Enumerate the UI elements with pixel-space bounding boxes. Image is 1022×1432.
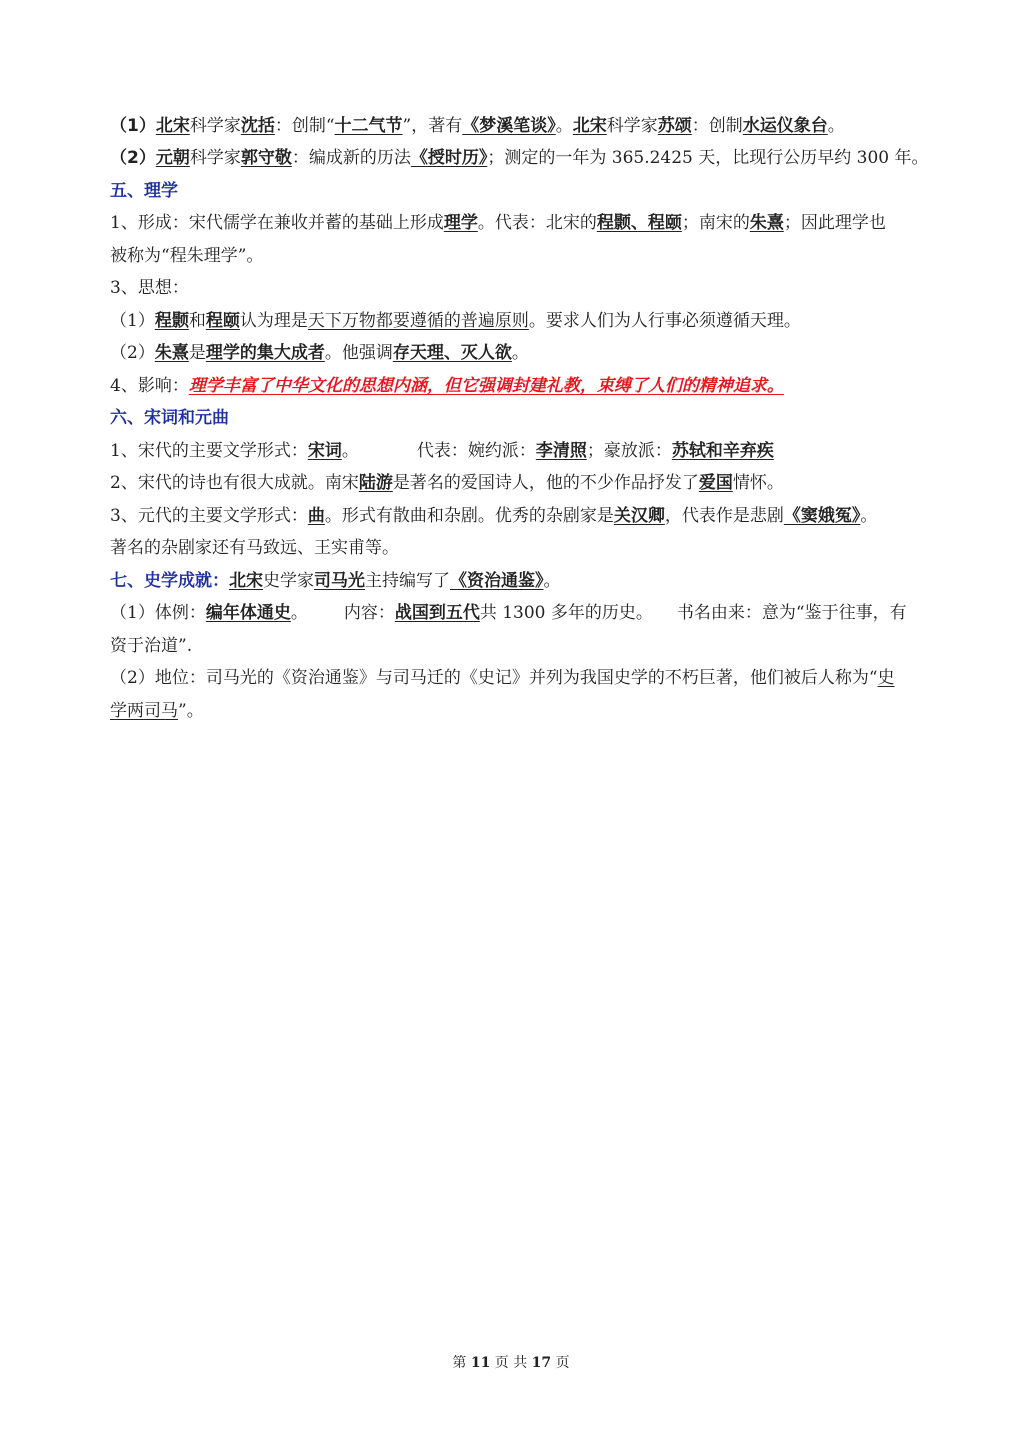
line-yuan-cont: 著名的杂剧家还有马致远、王实甫等。 [110, 538, 399, 558]
text: 。代表：北宋的 [477, 213, 597, 233]
section-heading-ci-qu: 六、宋词和元曲 [110, 408, 229, 428]
text: 书名由来：意为“鉴于往事，有 [676, 603, 907, 623]
text: 1、形成：宋代儒学在兼收并蓄的基础上形成 [110, 213, 444, 233]
text: 。 [341, 441, 359, 461]
text: ”，著有 [402, 116, 463, 136]
text: 4、影响： [110, 376, 189, 396]
text: 2、宋代的诗也有很大成就。南宋 [110, 473, 359, 493]
keyword: 沈括 [240, 116, 275, 136]
line-history-2-cont [110, 700, 920, 722]
keyword: 司马光 [314, 571, 365, 591]
text: ；因此理学也 [783, 213, 886, 233]
keyword: 陆游 [358, 473, 393, 493]
text: 和 [188, 311, 206, 331]
line-thought: 3、思想： [110, 278, 189, 298]
keyword: 曲 [307, 506, 325, 526]
text: ”。 [178, 701, 204, 721]
text: 1、宋代的主要文学形式： [110, 441, 308, 461]
keyword: 《梦溪笔谈》 [462, 116, 556, 136]
text: ；南宋的 [681, 213, 750, 233]
line-history-heading [110, 570, 920, 592]
keyword: 战国到五代 [394, 603, 480, 623]
item-marker: （2） [110, 148, 156, 168]
item-marker: （1） [110, 116, 156, 136]
keyword: 朱熹 [749, 213, 784, 233]
keyword: 北宋 [155, 116, 190, 136]
keyword: 程颢、程颐 [596, 213, 682, 233]
item-marker: （1） [110, 311, 155, 331]
line-song-literature [110, 440, 920, 462]
keyword: 朱熹 [154, 343, 189, 363]
item-marker: （2） [110, 343, 155, 363]
line-formation [110, 212, 920, 234]
total-pages: 17 [531, 1355, 552, 1371]
line-song-poetry [110, 472, 920, 494]
keyword: 北宋 [229, 571, 263, 591]
text: 代表：婉约派： [416, 441, 536, 461]
underlined-text: 天下万物都要遵循的普遍原则 [307, 311, 529, 331]
text: 。 [860, 506, 878, 526]
line-science-song [110, 115, 920, 137]
text: ，代表作是悲剧 [664, 506, 784, 526]
text: 内容： [343, 603, 395, 623]
line-thought-1 [110, 310, 920, 332]
keyword: 《资治通鉴》 [450, 571, 544, 591]
keyword: 爱国 [698, 473, 733, 493]
keyword: 存天理、灭人欲 [392, 343, 512, 363]
text: 。 [543, 571, 561, 591]
text: ：编成新的历法 [291, 148, 411, 168]
text: 情怀。 [732, 473, 784, 493]
keyword: 程颢 [154, 311, 189, 331]
text: 史学家 [263, 571, 314, 591]
text: 科学家 [189, 148, 241, 168]
line-influence [110, 375, 920, 397]
page-footer [0, 1352, 1022, 1372]
keyword: 十二气节 [334, 116, 403, 136]
text: 。形式有散曲和杂剧。优秀的杂剧家是 [324, 506, 614, 526]
text: （2）地位：司马光的《资治通鉴》与司马迁的《史记》并列为我国史学的不朽巨著，他们被后人称为“ [110, 668, 878, 688]
text: 。 [827, 116, 845, 136]
text: 共 1300 多年的历史。 [479, 603, 653, 623]
line-yuan-literature [110, 505, 920, 527]
text: （1）体例： [110, 603, 206, 623]
keyword: 苏颂 [657, 116, 692, 136]
keyword: 程颐 [205, 311, 240, 331]
text: 。他强调 [324, 343, 393, 363]
line-history-2 [110, 667, 920, 689]
underlined-text: 史 [877, 668, 895, 688]
text: 科学家 [606, 116, 658, 136]
line-thought-2 [110, 342, 920, 364]
keyword: 理学 [443, 213, 478, 233]
line-history-1-cont: 资于治道”. [110, 636, 193, 656]
text: ：创制 [691, 116, 743, 136]
footer-text: 第 [452, 1355, 467, 1371]
text: 主持编写了 [365, 571, 450, 591]
line-history-1 [110, 602, 920, 624]
text: ；测定的一年为 365.2425 天，比现行公历早约 300 年。 [487, 148, 929, 168]
text: 3、元代的主要文学形式： [110, 506, 308, 526]
text: 是著名的爱国诗人，他的不少作品抒发了 [392, 473, 699, 493]
line-science-yuan [110, 147, 929, 169]
keyword: 北宋 [572, 116, 607, 136]
line-formation-cont: 被称为“程朱理学”。 [110, 246, 264, 266]
keyword: 元朝 [155, 148, 190, 168]
keyword: 《窦娥冤》 [783, 506, 861, 526]
text: 。 [511, 343, 529, 363]
keyword: 水运仪象台 [742, 116, 828, 136]
keyword: 编年体通史 [205, 603, 291, 623]
highlight-text: 理学丰富了中华文化的思想内涵，但它强调封建礼教，束缚了人们的精神追求。 [188, 376, 784, 396]
footer-text: 页 共 [494, 1355, 528, 1371]
underlined-text: 学两司马 [110, 701, 178, 721]
section-heading-neo-confucianism: 五、理学 [110, 181, 178, 201]
text: 。要求人们为人行事必须遵循天理。 [528, 311, 801, 331]
keyword: 宋词 [307, 441, 342, 461]
text: ；豪放派： [586, 441, 672, 461]
text: 。 [555, 116, 573, 136]
keyword: 苏轼和辛弃疾 [671, 441, 774, 461]
keyword: 《授时历》 [410, 148, 488, 168]
text: 科学家 [189, 116, 241, 136]
keyword: 李清照 [535, 441, 587, 461]
keyword: 理学的集大成者 [205, 343, 325, 363]
keyword: 郭守敬 [240, 148, 292, 168]
text: 是 [188, 343, 206, 363]
text: ：创制“ [274, 116, 335, 136]
page-number: 11 [470, 1355, 491, 1371]
keyword: 关汉卿 [613, 506, 665, 526]
section-heading-history: 七、史学成就： [110, 571, 229, 591]
footer-text: 页 [555, 1355, 570, 1371]
text: 。 [290, 603, 308, 623]
text: 认为理是 [239, 311, 308, 331]
